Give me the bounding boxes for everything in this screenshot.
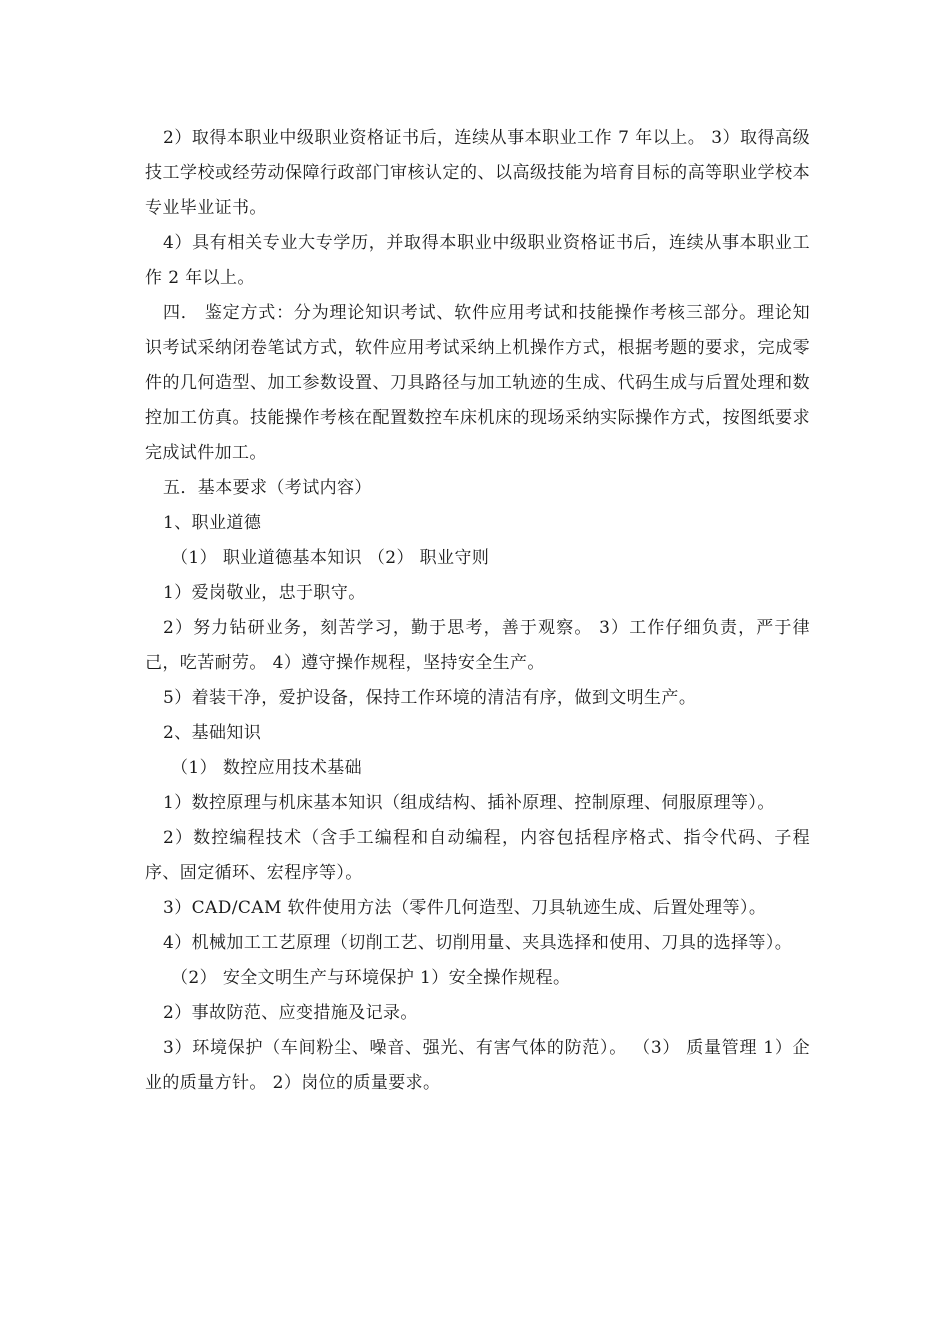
paragraph-ethics-topics: （1） 职业道德基本知识 （2） 职业守则 [171,548,490,568]
paragraph-safety-heading: （2） 安全文明生产与环境保护 1）安全操作规程。 [171,968,571,988]
paragraph-safety-item-2: 2）事故防范、应变措施及记录。 [163,1003,418,1023]
paragraph-ethics-items-2-4: 2）努力钻研业务，刻苦学习，勤于思考，善于观察。 3）工作仔细负责，严于律己，吃苦耐劳。 4）遵守操作规程，坚持安全生产。 [145,618,810,673]
paragraph-knowledge-item-1: 1）数控原理与机床基本知识（组成结构、插补原理、控制原理、伺服原理等）。 [163,793,775,813]
subsection-heading-basic-knowledge: 2、基础知识 [163,723,262,743]
paragraph-ethics-item-1: 1）爱岗敬业，忠于职守。 [163,583,366,603]
paragraph-knowledge-item-3: 3）CAD/CAM 软件使用方法（零件几何造型、刀具轨迹生成、后置处理等）。 [163,898,767,918]
subsection-heading-professional-ethics: 1、职业道德 [163,513,262,533]
paragraph-requirement-2-3: 2）取得本职业中级职业资格证书后，连续从事本职业工作 7 年以上。 3）取得高级技工学校或经劳动保障行政部门审核认定的、以高级技能为培育目标的高等职业学校本专业毕业证书。 [145,128,810,218]
paragraph-ethics-item-5: 5）着装干净，爱护设备，保持工作环境的清洁有序，做到文明生产。 [163,688,697,708]
paragraph-cnc-basics-heading: （1） 数控应用技术基础 [171,758,363,778]
paragraph-knowledge-item-2: 2）数控编程技术（含手工编程和自动编程，内容包括程序格式、指令代码、子程序、固定循环、宏程序等）。 [145,828,810,883]
paragraph-knowledge-item-4: 4）机械加工工艺原理（切削工艺、切削用量、夹具选择和使用、刀具的选择等）。 [163,933,793,953]
paragraph-safety-item-3-quality: 3）环境保护（车间粉尘、噪音、强光、有害气体的防范）。 （3） 质量管理 1）企业的质量方针。 2）岗位的质量要求。 [145,1038,810,1093]
paragraph-assessment-method: 四． 鉴定方式：分为理论知识考试、软件应用考试和技能操作考核三部分。理论知识考试采纳闭卷笔试方式，软件应用考试采纳上机操作方式，根据考题的要求，完成零件的几何造型、加工参数设置、刀具路径与加工轨迹的生成、代码生成与后置处理和数控加工仿真。技能操作考核在配置数控车床机床的现场采纳实际操作方式，按图纸要求完成试件加工。 [145,303,810,463]
document-body [145,121,810,1101]
paragraph-requirement-4: 4）具有相关专业大专学历，并取得本职业中级职业资格证书后，连续从事本职业工作 2 年以上。 [145,233,810,288]
section-heading-basic-requirements: 五．基本要求（考试内容） [163,478,372,498]
